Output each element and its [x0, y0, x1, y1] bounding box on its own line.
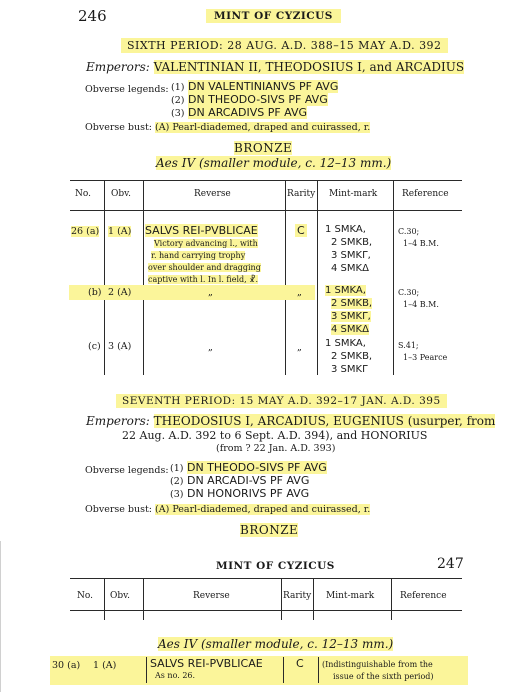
col-divider	[285, 180, 286, 375]
legend-num: (2)	[171, 95, 185, 106]
header-mintmark: Mint-mark	[329, 189, 378, 199]
row-26a-reverse-desc-2: r. hand carrying trophy	[151, 251, 246, 260]
obverse-legend-1	[171, 80, 338, 93]
row-26a-obv: 1 (A)	[108, 226, 132, 237]
col-divider	[318, 657, 319, 683]
row-c-obv: 3 (A)	[108, 341, 132, 352]
table2-rule-header	[70, 610, 462, 611]
header2-reference: Reference	[400, 591, 447, 601]
header2-no: No.	[77, 591, 93, 601]
row-c-rarity: „	[297, 342, 302, 353]
col-divider	[143, 578, 144, 620]
row-26a-mintmark-3: 3 SMKΓ,	[331, 250, 371, 261]
row-30a-no: 30 (a)	[52, 660, 81, 671]
emperors-text: VALENTINIAN II, THEODOSIUS I, and ARCADIUS	[153, 60, 465, 74]
row-b-reference-1: C.30;	[398, 288, 420, 297]
metal2-heading: BRONZE	[240, 523, 299, 537]
metal-heading: BRONZE	[234, 141, 293, 155]
obverse-legend-3	[171, 106, 307, 119]
emperors2-line-3: (from ? 22 Jan. A.D. 393)	[216, 443, 336, 454]
running-head-2: MINT OF CYZICUS	[216, 560, 335, 572]
legend-num: (2)	[170, 476, 184, 487]
col-divider	[317, 180, 318, 375]
row-26a-reference-2: 1–4 B.M.	[403, 239, 439, 248]
table-rule-header	[70, 210, 462, 211]
col-divider	[146, 657, 147, 683]
legend-text: DN VALENTINIANVS PF AVG	[187, 80, 339, 93]
emperors2-line-1	[86, 414, 495, 428]
legend-text: DN THEODO-SIVS PF AVG	[187, 93, 328, 106]
row-b-reverse: „	[208, 287, 213, 298]
row-26a-mintmark-2: 2 SMKB,	[331, 237, 373, 248]
legend-num: (1)	[170, 463, 184, 474]
emperors2-label: Emperors:	[86, 414, 150, 428]
row-30a-reverse-desc: As no. 26.	[155, 671, 196, 680]
obverse-legend2-1	[170, 461, 327, 474]
row-30a-note-1: (Indistinguishable from the	[322, 660, 433, 669]
legend-num: (3)	[170, 489, 184, 500]
obverse-legends2-label: Obverse legends:	[85, 465, 169, 476]
row-26a-reference-1: C.30;	[398, 227, 420, 236]
header-reference: Reference	[402, 189, 449, 199]
row-26a-reverse-desc-4: captive with l. In l. field, ☧.	[148, 275, 259, 284]
col-divider	[283, 657, 284, 683]
row-c-mintmark-2: 2 SMKB,	[331, 351, 373, 362]
obverse-bust2	[85, 504, 370, 515]
seventh-period-heading: SEVENTH PERIOD: 15 MAY A.D. 392–17 JAN. A.D. 395	[116, 394, 447, 408]
row-30a-reverse-title: SALVS REI-PVBLICAE	[150, 657, 263, 670]
row-b-band	[69, 285, 315, 300]
header2-reverse: Reverse	[193, 591, 230, 601]
emperors2-line-2: 22 Aug. A.D. 392 to 6 Sept. A.D. 394), and HONORIUS	[122, 429, 428, 442]
row-b-obv: 2 (A)	[108, 287, 132, 298]
denomination2-heading: Aes IV (smaller module, c. 12–13 mm.)	[158, 637, 394, 651]
obverse-bust2-label: Obverse bust:	[85, 504, 153, 515]
row-c-mintmark-3: 3 SMKΓ	[331, 364, 368, 375]
col-divider	[391, 578, 392, 620]
obverse-legend2-3	[170, 487, 309, 500]
row-c-mintmark-1: 1 SMKA,	[325, 338, 366, 349]
table-rule-top	[70, 180, 462, 181]
emperors-label: Emperors:	[86, 60, 150, 74]
header2-rarity: Rarity	[283, 591, 312, 601]
row-b-no: (b)	[88, 287, 102, 298]
row-26a-reverse-desc-1: Victory advancing l., with	[154, 239, 258, 248]
legend-text: DN ARCADI-VS PF AVG	[186, 474, 310, 487]
row-26a-mintmark-1: 1 SMKA,	[325, 224, 366, 235]
obverse-legends-label: Obverse legends:	[85, 84, 169, 95]
obverse-bust-label: Obverse bust:	[85, 122, 153, 133]
header-rarity: Rarity	[287, 189, 316, 199]
table2-rule-top	[70, 578, 462, 579]
col-divider	[281, 578, 282, 620]
row-30a-obv: 1 (A)	[93, 660, 117, 671]
row-b-reference-2: 1–4 B.M.	[403, 300, 439, 309]
row-c-reference-2: 1–3 Pearce	[403, 353, 448, 362]
row-b-mintmark-4: 4 SMKΔ	[331, 324, 369, 335]
header-no: No.	[75, 189, 91, 199]
running-head: MINT OF CYZICUS	[206, 9, 341, 23]
legend-num: (1)	[171, 82, 185, 93]
row-30a-rarity: C	[296, 657, 304, 670]
row-c-reference-1: S.41;	[398, 341, 419, 350]
row-26a-no: 26 (a)	[71, 226, 100, 237]
header-reverse: Reverse	[194, 189, 231, 199]
emperors-line	[86, 60, 464, 74]
denomination-heading: Aes IV (smaller module, c. 12–13 mm.)	[156, 156, 392, 170]
legend-text: DN ARCADIVS PF AVG	[187, 106, 308, 119]
obverse-bust-text: (A) Pearl-diademed, draped and cuirassed, r.	[155, 122, 371, 133]
row-b-mintmark-1: 1 SMKA,	[325, 285, 366, 296]
obverse-legend-2	[171, 93, 328, 106]
emperors2-text: THEODOSIUS I, ARCADIUS, EUGENIUS (usurper, from	[153, 414, 496, 428]
row-26a-reverse-desc-3: over shoulder and dragging	[148, 263, 261, 272]
col-divider	[104, 578, 105, 620]
legend-text: DN HONORIVS PF AVG	[186, 487, 310, 500]
period-heading: SIXTH PERIOD: 28 AUG. A.D. 388–15 MAY A.D. 392	[121, 38, 448, 53]
page-number-2: 247	[437, 556, 464, 572]
header2-obv: Obv.	[110, 591, 131, 601]
row-b-mintmark-2: 2 SMKB,	[331, 298, 373, 309]
col-divider	[143, 180, 144, 375]
legend-text: DN THEODO-SIVS PF AVG	[186, 461, 327, 474]
obverse-legend2-2	[170, 474, 309, 487]
header-obv: Obv.	[111, 189, 132, 199]
obverse-bust	[85, 122, 370, 133]
row-26a-mintmark-4: 4 SMKΔ	[331, 263, 369, 274]
row-b-rarity: „	[297, 287, 302, 298]
row-c-reverse: „	[208, 342, 213, 353]
header2-mintmark: Mint-mark	[326, 591, 375, 601]
row-b-mintmark-3: 3 SMKΓ,	[331, 311, 371, 322]
col-divider	[313, 578, 314, 620]
col-divider	[104, 180, 105, 375]
row-26a-reverse-title: SALVS REI-PVBLICAE	[145, 224, 258, 237]
row-26a-rarity: C	[297, 224, 305, 237]
obverse-bust2-text: (A) Pearl-diademed, draped and cuirassed, r.	[155, 504, 371, 515]
page-edge	[0, 541, 1, 692]
row-30a-note-2: issue of the sixth period)	[333, 672, 434, 681]
row-c-no: (c)	[88, 341, 101, 352]
page-number: 246	[78, 7, 107, 25]
legend-num: (3)	[171, 108, 185, 119]
col-divider	[393, 180, 394, 375]
